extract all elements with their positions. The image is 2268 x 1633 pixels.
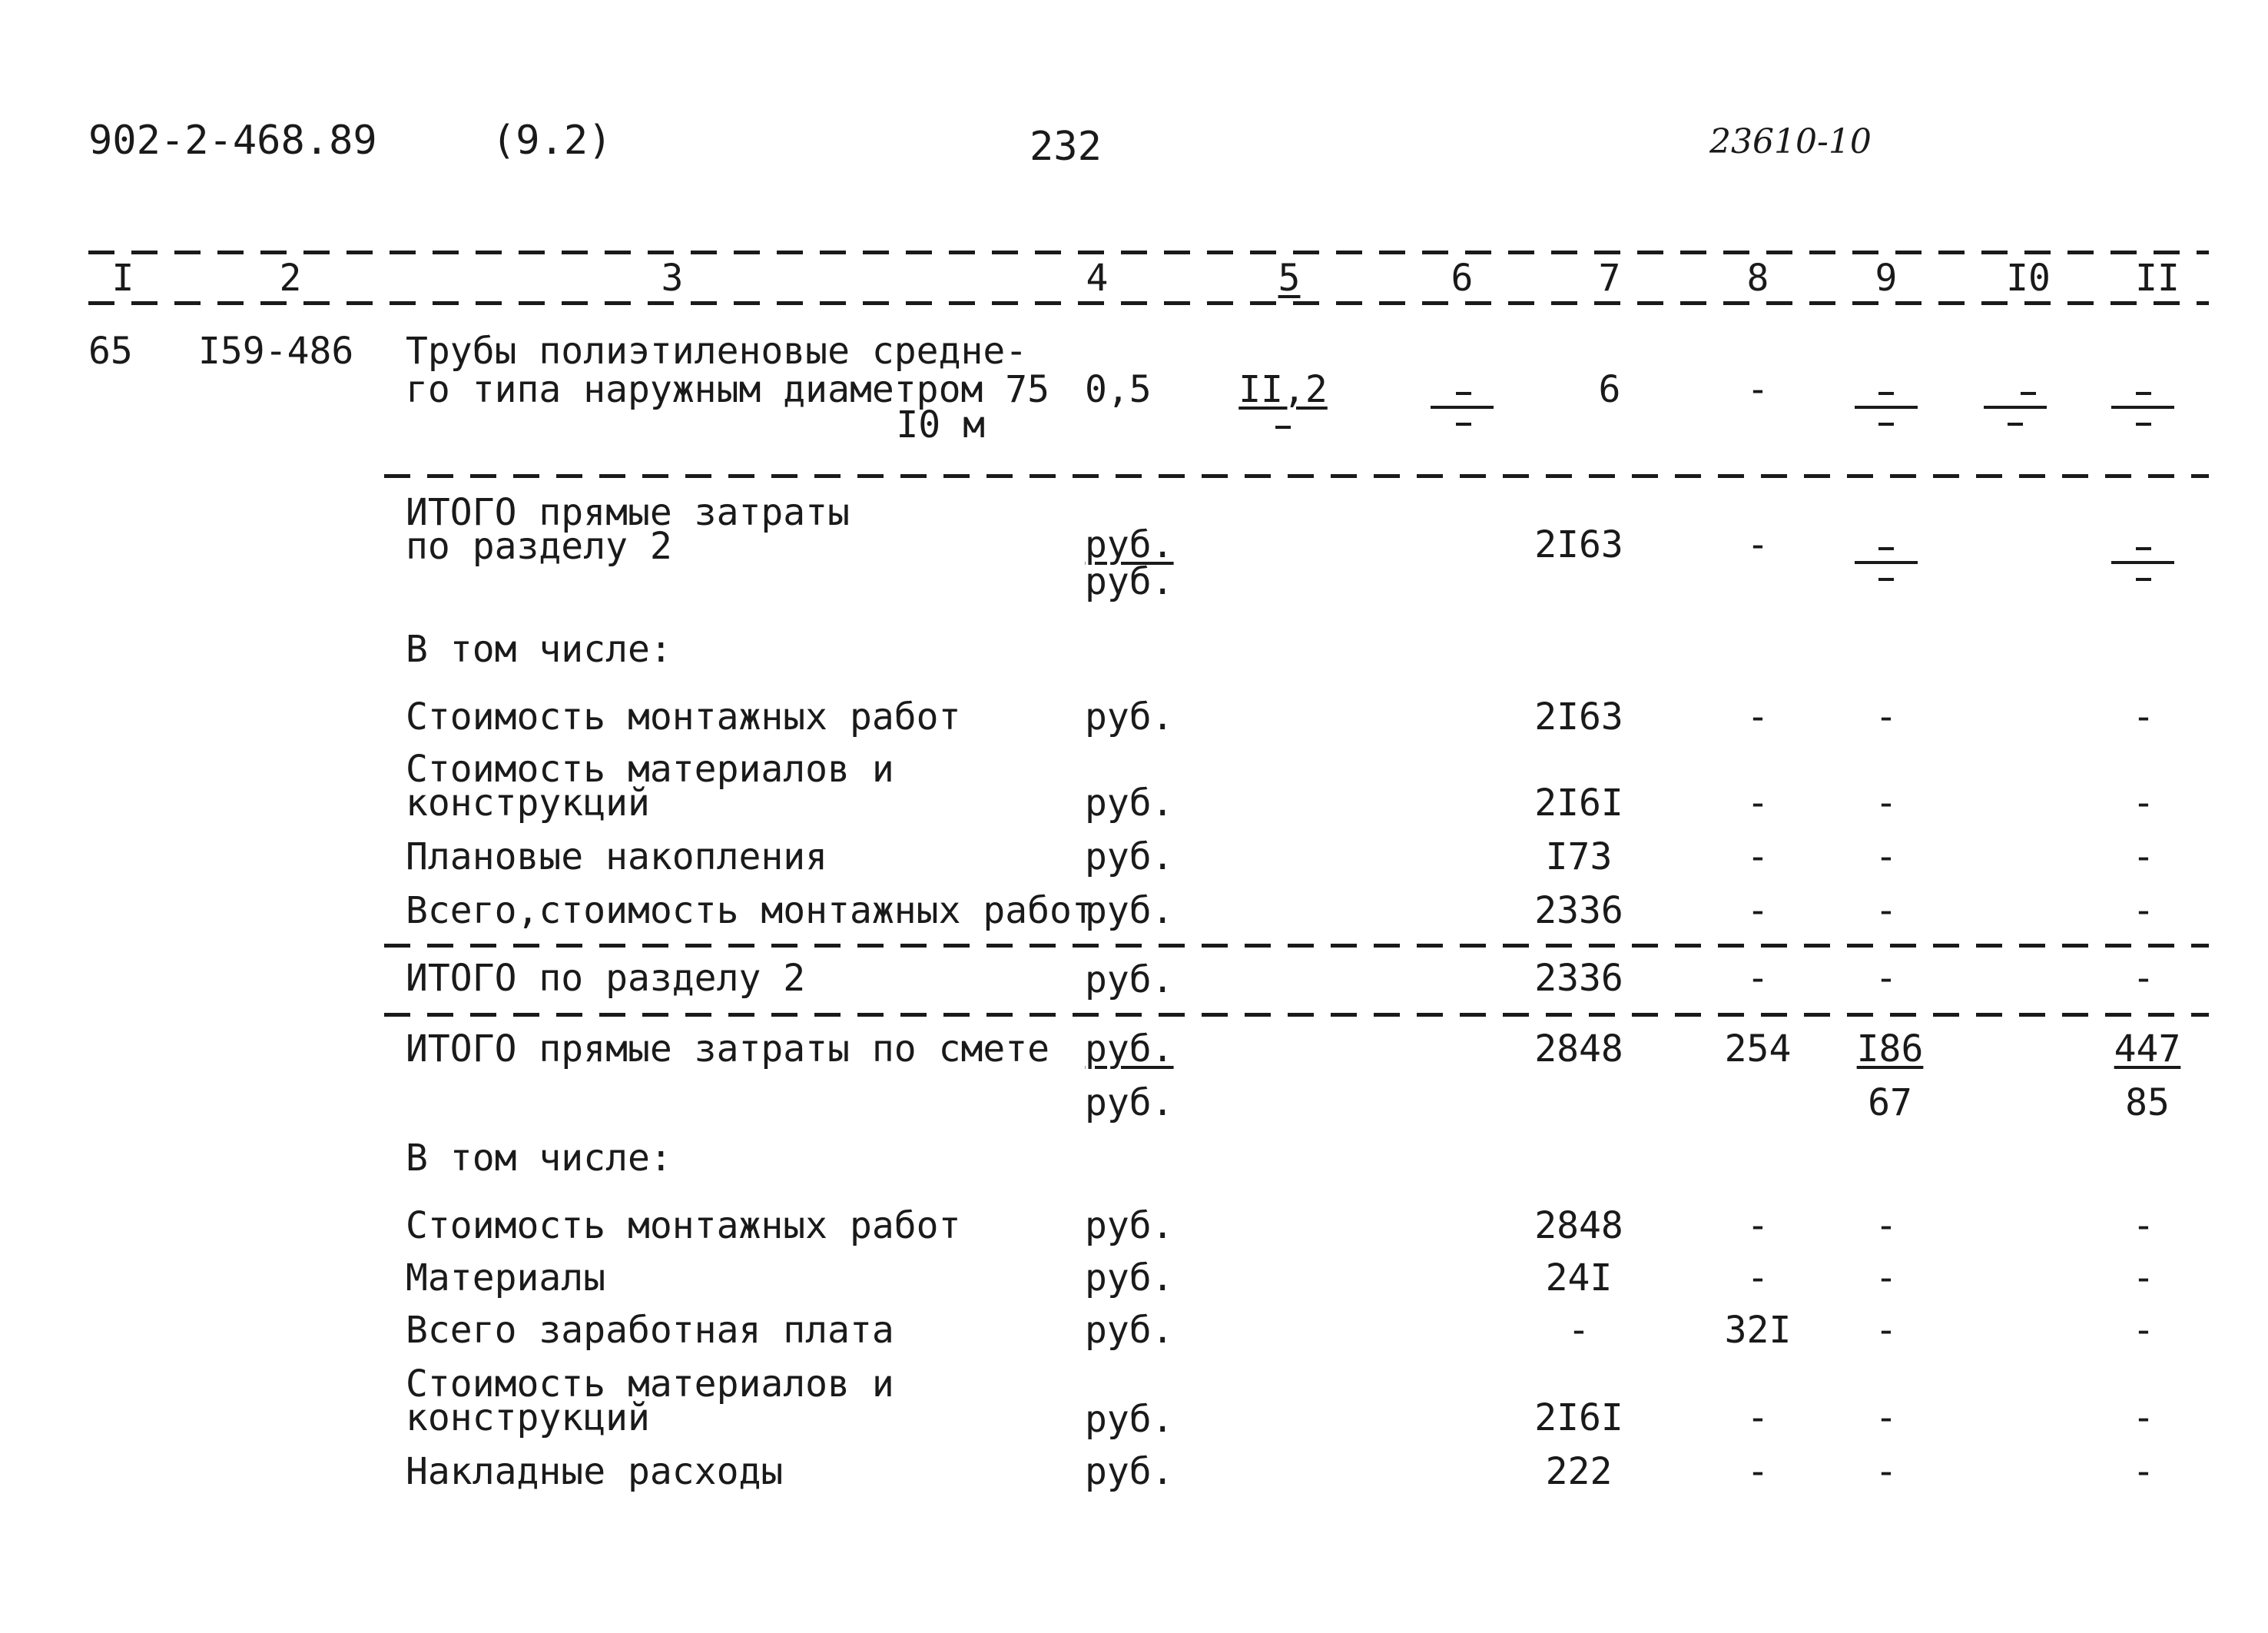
section-direct-costs-col11-numerator-dash xyxy=(2136,547,2151,550)
estimate-total-label: ИТОГО прямые затраты по смете xyxy=(406,1027,1050,1070)
column-header-5: 5 xyxy=(1278,257,1301,300)
estimate-row-col7: 24I xyxy=(1545,1256,1613,1299)
estimate-row-label: Накладные расходы xyxy=(406,1450,784,1493)
section-row-col7: 2I63 xyxy=(1534,695,1623,739)
page-number: 232 xyxy=(1030,124,1102,170)
item-col9-numerator-dash xyxy=(1878,392,1894,395)
estimate-row-col9: - xyxy=(1875,1450,1898,1493)
column-header-2: 2 xyxy=(279,257,302,300)
estimate-row-col9: - xyxy=(1875,1204,1898,1247)
column-header-4: 4 xyxy=(1086,257,1109,300)
section-row-col8: - xyxy=(1746,782,1769,825)
estimate-row-col8: - xyxy=(1746,1396,1769,1439)
section-row-unit: руб. xyxy=(1085,782,1174,825)
estimate-row-unit: руб. xyxy=(1085,1450,1174,1493)
estimate-total-col8: 254 xyxy=(1724,1027,1792,1070)
estimate-total-col11-denominator: 85 xyxy=(2125,1081,2170,1124)
section-total-col8: - xyxy=(1746,957,1769,1000)
item-col6-fraction-bar xyxy=(1431,406,1494,409)
item-col6-numerator-dash xyxy=(1456,392,1471,395)
estimate-row-col11: - xyxy=(2132,1256,2155,1299)
estimate-row-col9: - xyxy=(1875,1256,1898,1299)
section-direct-costs-unit-top: руб. xyxy=(1085,523,1174,566)
section-row-col8: - xyxy=(1746,835,1769,878)
section-direct-costs-label-line2: по разделу 2 xyxy=(406,525,672,568)
section-direct-costs-col7: 2I63 xyxy=(1534,523,1623,566)
column-header-9: 9 xyxy=(1875,257,1898,300)
item-col9-fraction-bar xyxy=(1855,406,1918,409)
item-col7-value: 6 xyxy=(1598,368,1621,411)
estimate-row-label: Всего заработная плата xyxy=(406,1309,894,1352)
section-row-col11: - xyxy=(2132,889,2155,932)
section-row-col9: - xyxy=(1875,695,1898,739)
estimate-row-col8: - xyxy=(1746,1256,1769,1299)
section-direct-costs-col9-numerator-dash xyxy=(1878,547,1894,550)
estimate-total-unit-bottom: руб. xyxy=(1085,1081,1174,1124)
estimate-total-col7: 2848 xyxy=(1534,1027,1623,1070)
estimate-row-col7: 222 xyxy=(1545,1450,1613,1493)
estimate-row-col9: - xyxy=(1875,1396,1898,1439)
item-col8-value: - xyxy=(1746,368,1769,411)
estimate-row-label: Материалы xyxy=(406,1256,606,1299)
section-total-label: ИТОГО по разделу 2 xyxy=(406,957,806,1000)
item-code: I59-486 xyxy=(198,330,354,373)
estimate-row-col8: - xyxy=(1746,1204,1769,1247)
header-bottom-rule xyxy=(88,301,2209,305)
estimate-row-col9: - xyxy=(1875,1309,1898,1352)
section-row-col7: 2I6I xyxy=(1534,782,1623,825)
section-row-col8: - xyxy=(1746,889,1769,932)
column-header-11: II xyxy=(2135,257,2180,300)
section-direct-costs-col9-fraction-bar xyxy=(1855,561,1918,564)
section-direct-costs-col11-denominator-dash xyxy=(2136,578,2151,581)
estimate-row-label: Стоимость материалов и xyxy=(406,1362,894,1406)
column-header-6: 6 xyxy=(1451,257,1474,300)
header-top-rule xyxy=(88,251,2209,254)
item-col11-fraction-bar xyxy=(2111,406,2174,409)
item-number: 65 xyxy=(88,330,133,373)
item-col9-denominator-dash xyxy=(1878,423,1894,426)
estimate-row-col7: - xyxy=(1567,1309,1590,1352)
item-quantity: 0,5 xyxy=(1085,368,1152,411)
estimate-row-unit: руб. xyxy=(1085,1204,1174,1247)
section-direct-costs-col11-fraction-bar xyxy=(2111,561,2174,564)
estimate-row-label-line2: конструкций xyxy=(406,1396,650,1439)
section-row-col9: - xyxy=(1875,889,1898,932)
item-col6-denominator-dash xyxy=(1456,423,1471,426)
section-row-col9: - xyxy=(1875,835,1898,878)
section-row-unit: руб. xyxy=(1085,889,1174,932)
item-col5-value: II,2 xyxy=(1238,368,1328,411)
item-col11-numerator-dash xyxy=(2136,392,2151,395)
column-header-1: I xyxy=(111,257,134,300)
item-col5-denominator-dash xyxy=(1275,426,1291,429)
document-code: 902-2-468.89 xyxy=(88,118,377,164)
estimate-row-unit: руб. xyxy=(1085,1256,1174,1299)
item-description-line1: Трубы полиэтиленовые средне- xyxy=(406,330,1028,373)
section-row-label: Плановые накопления xyxy=(406,835,828,878)
estimate-row-col11: - xyxy=(2132,1450,2155,1493)
item-col10-fraction-bar xyxy=(1984,406,2047,409)
section-direct-costs-col9-denominator-dash xyxy=(1878,578,1894,581)
estimate-row-col8: - xyxy=(1746,1450,1769,1493)
section-row-col11: - xyxy=(2132,695,2155,739)
section-direct-costs-unit-bottom: руб. xyxy=(1085,560,1174,603)
section-row-col11: - xyxy=(2132,782,2155,825)
estimate-row-col8: 32I xyxy=(1724,1309,1792,1352)
section-direct-costs-col8: - xyxy=(1746,523,1769,566)
item-col10-denominator-dash xyxy=(2008,423,2023,426)
section-rule-3 xyxy=(384,1013,2209,1017)
column-header-3: 3 xyxy=(661,257,684,300)
estimate-row-label: Стоимость монтажных работ xyxy=(406,1204,961,1247)
section-code: (9.2) xyxy=(492,118,612,164)
column-header-8: 8 xyxy=(1746,257,1769,300)
section-total-col11: - xyxy=(2132,957,2155,1000)
section-total-col9: - xyxy=(1875,957,1898,1000)
section-row-unit: руб. xyxy=(1085,695,1174,739)
section-rule-1 xyxy=(384,474,2209,478)
estimate-total-col9-numerator: I86 xyxy=(1856,1027,1924,1070)
item-description-line3: I0 м xyxy=(896,403,985,446)
section-row-label: Стоимость материалов и xyxy=(406,748,894,791)
section-row-label: Стоимость монтажных работ xyxy=(406,695,961,739)
handwritten-stamp: 23610-10 xyxy=(1709,122,1872,161)
estimate-total-unit-top: руб. xyxy=(1085,1027,1174,1070)
estimate-row-unit: руб. xyxy=(1085,1398,1174,1441)
item-col10-numerator-dash xyxy=(2021,392,2036,395)
estimate-total-col11-numerator: 447 xyxy=(2114,1027,2181,1070)
estimate-row-col7: 2I6I xyxy=(1534,1396,1623,1439)
estimate-total-col9-denominator: 67 xyxy=(1868,1081,1912,1124)
estimate-row-col11: - xyxy=(2132,1204,2155,1247)
section-total-col7: 2336 xyxy=(1534,957,1623,1000)
estimate-row-col7: 2848 xyxy=(1534,1204,1623,1247)
section-row-label: Всего,стоимость монтажных работ xyxy=(406,889,1094,932)
section-row-col9: - xyxy=(1875,782,1898,825)
section-direct-costs-label-line1: ИТОГО прямые затраты xyxy=(406,491,850,534)
section-row-col7: 2336 xyxy=(1534,889,1623,932)
column-header-7: 7 xyxy=(1598,257,1621,300)
section-row-col11: - xyxy=(2132,835,2155,878)
section-row-label-line2: конструкций xyxy=(406,782,650,825)
section-row-col8: - xyxy=(1746,695,1769,739)
estimate-row-unit: руб. xyxy=(1085,1309,1174,1352)
section-row-col7: I73 xyxy=(1545,835,1613,878)
section-total-unit: руб. xyxy=(1085,958,1174,1001)
estimate-row-col11: - xyxy=(2132,1309,2155,1352)
including-label-1: В том числе: xyxy=(406,628,672,671)
including-label-2: В том числе: xyxy=(406,1137,672,1180)
item-col11-denominator-dash xyxy=(2136,423,2151,426)
section-row-unit: руб. xyxy=(1085,835,1174,878)
section-rule-2 xyxy=(384,944,2209,948)
column-header-10: I0 xyxy=(2006,257,2051,300)
estimate-row-col11: - xyxy=(2132,1396,2155,1439)
item-description-line2: го типа наружным диаметром 75 xyxy=(406,368,1050,411)
